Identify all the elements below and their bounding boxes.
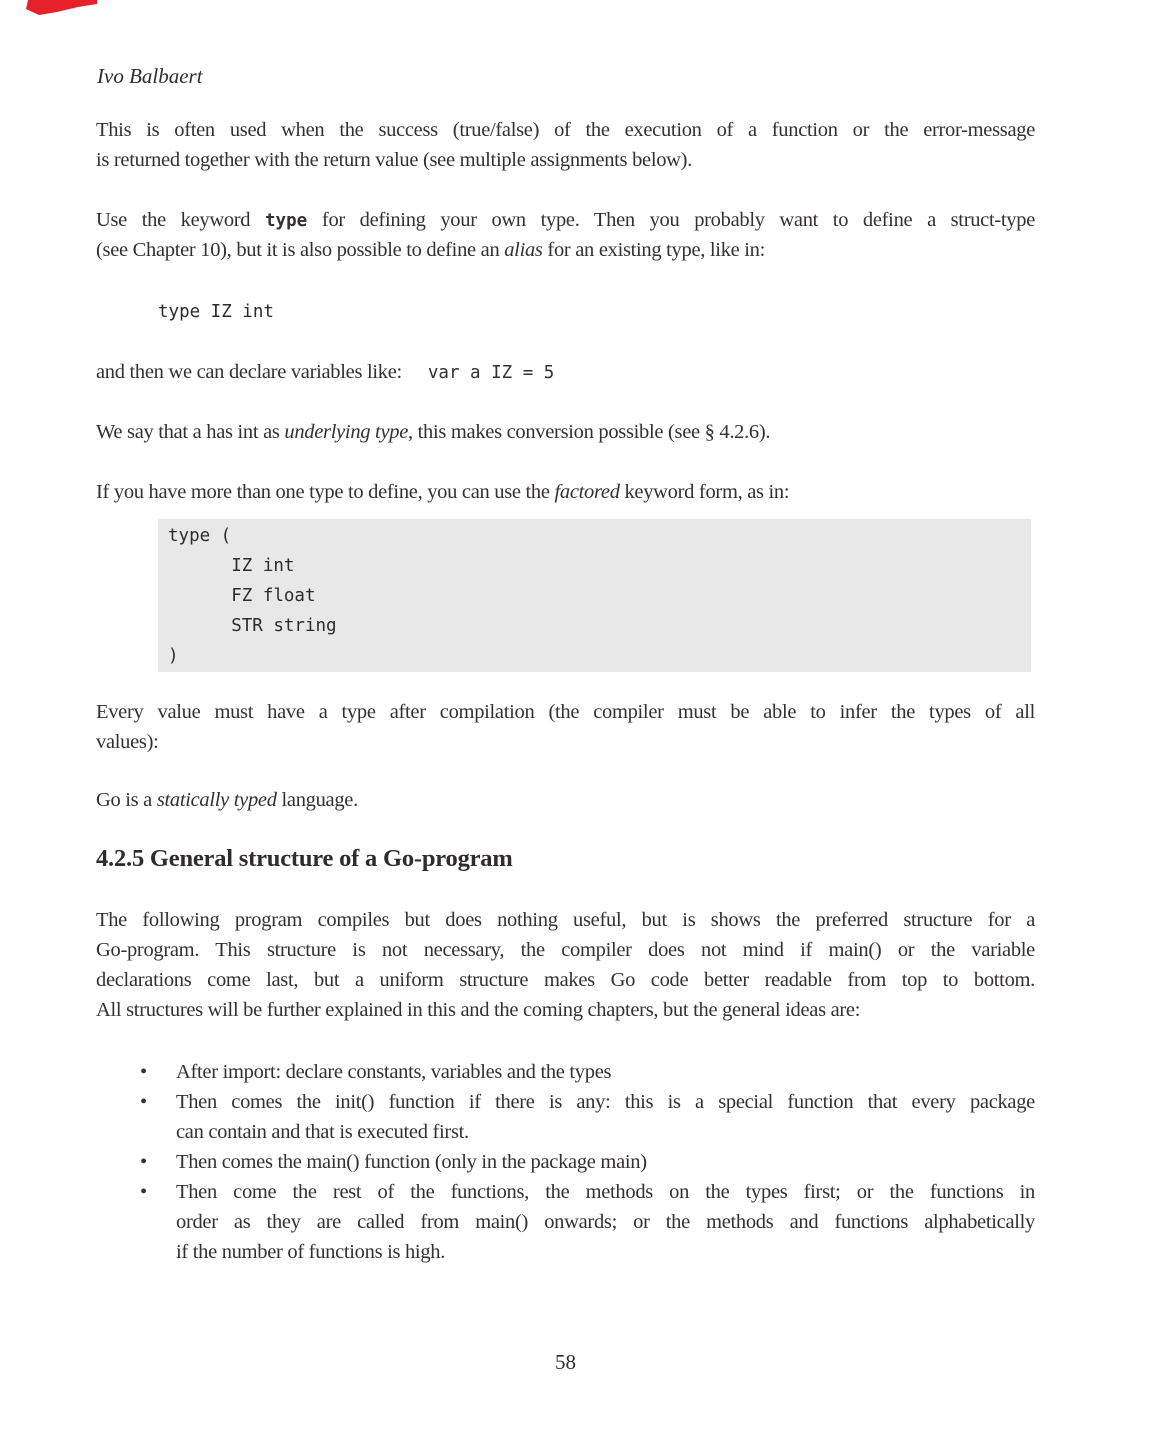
text-line: [96, 145, 1035, 175]
bullet-list: [96, 1057, 1035, 1267]
body-text: Every value must have a type after compilation (the compiler must be able to infer the types of all: [96, 701, 1035, 723]
code-block-line: FZ float: [168, 586, 316, 606]
body-text: Then comes the main() function (only in the package main): [176, 1151, 647, 1173]
text-line: [96, 697, 1035, 727]
list-item: [96, 1087, 1035, 1147]
body-text: Then come the rest of the functions, the methods on the types first; or the functions in: [176, 1181, 1035, 1203]
text-line: [96, 965, 1035, 995]
emphasis-text: statically typed: [156, 789, 277, 811]
body-text: if the number of functions is high.: [176, 1241, 446, 1263]
list-item: [96, 1057, 1035, 1087]
text-line: [176, 1177, 1035, 1207]
body-text: order as they are called from main() onwards; or the methods and functions alphabetically: [176, 1211, 1035, 1233]
body-text: Then comes the init() function if there is any: this is a special function that every package: [176, 1091, 1035, 1113]
code-block-line: STR string: [168, 616, 337, 636]
emphasis-text: underlying type: [284, 421, 408, 443]
body-text: The following program compiles but does nothing useful, but is shows the preferred structure for a: [96, 909, 1035, 931]
body-text: Use the keyword: [96, 209, 266, 231]
body-text: language.: [276, 789, 358, 811]
text-line: [96, 905, 1035, 935]
body-text: Go-program. This structure is not necessary, the compiler does not mind if main() or the variable: [96, 939, 1035, 961]
bullet-icon: •: [140, 1151, 148, 1173]
code-line: type IZ int: [158, 302, 274, 322]
text-line: [96, 235, 1035, 265]
emphasis-text: factored: [554, 481, 620, 503]
text-line: [96, 935, 1035, 965]
text-line: [96, 477, 1035, 507]
paragraph: [96, 417, 1035, 447]
list-item-text: [176, 1147, 1035, 1177]
code-block-line: type (: [168, 526, 232, 546]
inline-code: type: [265, 211, 308, 231]
body-text: Go is a: [96, 789, 157, 811]
paragraph: [96, 697, 1035, 757]
body-text: This is often used when the success (true/false) of the execution of a function or the error-message: [96, 119, 1035, 141]
text-line: [176, 1147, 1035, 1177]
red-scribble-shape: [26, 0, 97, 15]
text-line: [176, 1207, 1035, 1237]
inline-code: var a IZ = 5: [427, 363, 555, 383]
body-text: for an existing type, like in:: [542, 239, 766, 261]
text-line: [176, 1057, 1035, 1087]
paragraph: [96, 115, 1035, 175]
text-line: [96, 115, 1035, 145]
text-line: [176, 1087, 1035, 1117]
bullet-icon: •: [140, 1061, 148, 1083]
emphasis-text: alias: [504, 239, 543, 261]
bullet-icon: •: [140, 1091, 148, 1113]
paragraph: [96, 357, 1035, 387]
text-line: [96, 995, 1035, 1025]
text-line: [176, 1117, 1035, 1147]
text-line: [96, 357, 1035, 387]
page-number: 58: [555, 1350, 576, 1374]
body-text: , this makes conversion possible (see § 4.2.6).: [408, 421, 771, 443]
body-text: declarations come last, but a uniform structure makes Go code better readable from top to bottom.: [96, 969, 1035, 991]
body-text: for defining your own type. Then you probably want to define a struct-type: [307, 209, 1035, 231]
list-item: [96, 1177, 1035, 1267]
body-text: can contain and that is executed first.: [176, 1121, 469, 1143]
paragraph: [96, 905, 1035, 1025]
body-text: If you have more than one type to define, you can use the: [96, 481, 555, 503]
code-block-line: IZ int: [168, 556, 295, 576]
list-item: [96, 1147, 1035, 1177]
body-text: All structures will be further explained in this and the coming chapters, but the general ideas are:: [96, 999, 861, 1021]
body-text: and then we can declare variables like:: [96, 361, 402, 383]
list-item-text: [176, 1087, 1035, 1147]
body-text: keyword form, as in:: [619, 481, 790, 503]
text-line: [96, 785, 1035, 815]
text-line: [96, 417, 1035, 447]
body-text: We say that a has int as: [96, 421, 285, 443]
code-block: [158, 519, 1031, 672]
list-item-text: [176, 1177, 1035, 1267]
text-line: [96, 727, 1035, 757]
body-text: values):: [96, 731, 159, 753]
paragraph: [96, 785, 1035, 815]
paragraph: [96, 205, 1035, 265]
section-heading: 4.2.5 General structure of a Go-program: [96, 845, 513, 872]
body-text: (see Chapter 10), but it is also possible to define an: [96, 239, 505, 261]
running-header-author: Ivo Balbaert: [97, 64, 203, 88]
body-text: After import: declare constants, variables and the types: [176, 1061, 612, 1083]
list-item-text: [176, 1057, 1035, 1087]
text-line: [176, 1237, 1035, 1267]
bullet-icon: •: [140, 1181, 148, 1203]
code-block-line: ): [168, 646, 179, 666]
paragraph: [96, 477, 1035, 507]
body-text: is returned together with the return value (see multiple assignments below).: [96, 149, 693, 171]
red-scribble-annotation: [26, 0, 100, 17]
text-line: [96, 205, 1035, 235]
